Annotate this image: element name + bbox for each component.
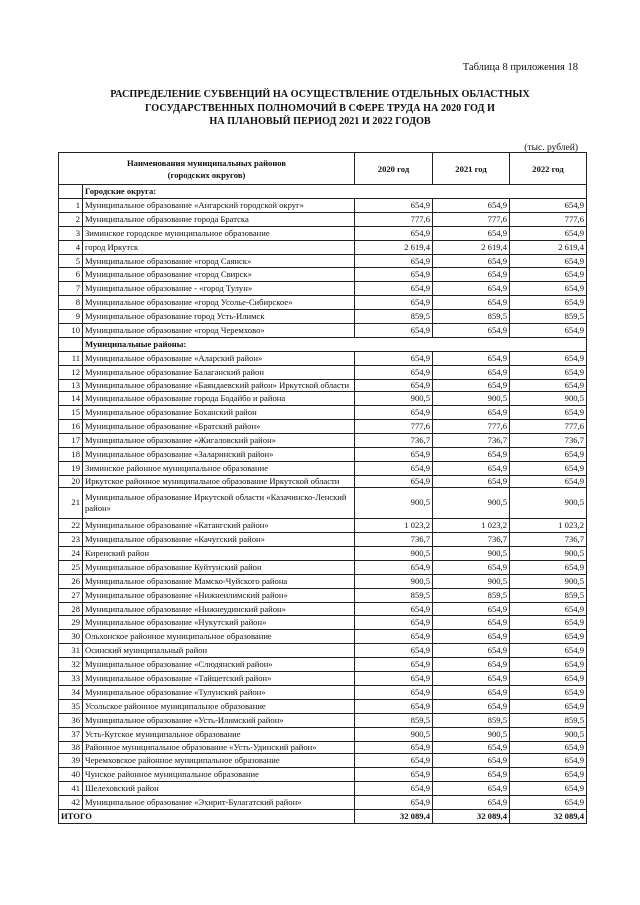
value-2022: 654,9 [510, 602, 587, 616]
value-2022: 654,9 [510, 324, 587, 338]
value-2021: 654,9 [433, 686, 510, 700]
value-2020: 654,9 [355, 351, 433, 365]
section-heading: Городские округа: [83, 185, 587, 199]
value-2020: 654,9 [355, 282, 433, 296]
table-row [59, 672, 587, 686]
row-number: 40 [59, 768, 83, 782]
header-2020: 2020 год [355, 153, 433, 185]
row-name: Муниципальное образование - «город Тулун» [83, 282, 355, 296]
row-number: 33 [59, 672, 83, 686]
value-2022: 736,7 [510, 533, 587, 547]
value-2022: 654,9 [510, 198, 587, 212]
table-row [59, 268, 587, 282]
section-heading: Муниципальные районы: [83, 337, 587, 351]
row-name: Осинский муниципальный район [83, 644, 355, 658]
value-2022: 654,9 [510, 658, 587, 672]
table-row [59, 433, 587, 447]
row-name: Муниципальное образование «Усть-Илимский район» [83, 713, 355, 727]
value-2021: 654,9 [433, 379, 510, 392]
value-2020: 654,9 [355, 781, 433, 795]
table-row [59, 727, 587, 741]
value-2020: 654,9 [355, 560, 433, 574]
row-name: Муниципальное образование «город Свирск» [83, 268, 355, 282]
value-2022: 777,6 [510, 212, 587, 226]
value-2021: 654,9 [433, 699, 510, 713]
table-row [59, 240, 587, 254]
row-number: 17 [59, 433, 83, 447]
row-name: Муниципальное образование «Тайшетский район» [83, 672, 355, 686]
value-2021: 900,5 [433, 488, 510, 519]
table-row [59, 546, 587, 560]
value-2020: 654,9 [355, 475, 433, 488]
row-name: Муниципальное образование «Нижнеилимский район» [83, 588, 355, 602]
total-2021: 32 089,4 [433, 809, 510, 823]
value-2021: 654,9 [433, 324, 510, 338]
value-2021: 777,6 [433, 212, 510, 226]
row-name: Зиминское районное муниципальное образование [83, 461, 355, 475]
value-2021: 900,5 [433, 392, 510, 406]
table-row [59, 475, 587, 488]
row-number: 31 [59, 644, 83, 658]
row-name: Муниципальное образование города Братска [83, 212, 355, 226]
total-row [59, 809, 587, 823]
row-name: Муниципальное образование «Слюдянский район» [83, 658, 355, 672]
value-2020: 736,7 [355, 533, 433, 547]
value-2021: 654,9 [433, 741, 510, 754]
row-number: 8 [59, 296, 83, 310]
value-2021: 2 619,4 [433, 240, 510, 254]
title-line-1: РАСПРЕДЕЛЕНИЕ СУБВЕНЦИЙ НА ОСУЩЕСТВЛЕНИЕ ОТДЕЛЬНЫХ ОБЛАСТНЫХ [110, 89, 530, 100]
table-row [59, 713, 587, 727]
row-name: Черемховское районное муниципальное образование [83, 754, 355, 768]
row-number: 24 [59, 546, 83, 560]
value-2020: 654,9 [355, 672, 433, 686]
value-2020: 859,5 [355, 588, 433, 602]
value-2022: 654,9 [510, 351, 587, 365]
table-row [59, 768, 587, 782]
value-2021: 654,9 [433, 198, 510, 212]
row-name: Муниципальное образование «Качугский район» [83, 533, 355, 547]
value-2020: 654,9 [355, 296, 433, 310]
section-num-cell [59, 337, 83, 351]
table-row [59, 351, 587, 365]
value-2020: 654,9 [355, 795, 433, 809]
value-2020: 654,9 [355, 268, 433, 282]
section-num-cell [59, 185, 83, 199]
row-number: 11 [59, 351, 83, 365]
value-2021: 859,5 [433, 588, 510, 602]
value-2021: 1 023,2 [433, 519, 510, 533]
row-number: 5 [59, 254, 83, 268]
table-row [59, 392, 587, 406]
row-number: 37 [59, 727, 83, 741]
value-2022: 777,6 [510, 420, 587, 434]
value-2021: 777,6 [433, 420, 510, 434]
row-name: Муниципальное образование Мамско-Чуйского района [83, 574, 355, 588]
row-name: Муниципальное образование «Катангский район» [83, 519, 355, 533]
unit-label: (тыс. рублей) [524, 143, 578, 153]
table-row [59, 630, 587, 644]
value-2020: 777,6 [355, 212, 433, 226]
row-number: 25 [59, 560, 83, 574]
value-2021: 654,9 [433, 644, 510, 658]
row-name: Зиминское городское муниципальное образование [83, 226, 355, 240]
total-2022: 32 089,4 [510, 809, 587, 823]
row-name: город Иркутск [83, 240, 355, 254]
value-2022: 654,9 [510, 560, 587, 574]
value-2022: 1 023,2 [510, 519, 587, 533]
table-row [59, 602, 587, 616]
value-2020: 900,5 [355, 488, 433, 519]
row-number: 32 [59, 658, 83, 672]
value-2021: 736,7 [433, 533, 510, 547]
row-number: 1 [59, 198, 83, 212]
row-number: 22 [59, 519, 83, 533]
row-number: 27 [59, 588, 83, 602]
appendix-label: Таблица 8 приложения 18 [462, 62, 578, 73]
value-2020: 654,9 [355, 699, 433, 713]
row-name: Муниципальное образование город Усть-Илимск [83, 310, 355, 324]
value-2022: 859,5 [510, 713, 587, 727]
row-number: 6 [59, 268, 83, 282]
row-number: 35 [59, 699, 83, 713]
value-2022: 654,9 [510, 226, 587, 240]
row-name: Шелеховский район [83, 781, 355, 795]
row-number: 4 [59, 240, 83, 254]
table-row [59, 420, 587, 434]
row-number: 21 [59, 488, 83, 519]
row-number: 39 [59, 754, 83, 768]
table-row [59, 379, 587, 392]
table-row [59, 699, 587, 713]
value-2020: 777,6 [355, 420, 433, 434]
table-row [59, 686, 587, 700]
table-row [59, 282, 587, 296]
value-2020: 900,5 [355, 392, 433, 406]
value-2022: 654,9 [510, 406, 587, 420]
value-2020: 654,9 [355, 741, 433, 754]
row-name: Муниципальное образование «Тулунский район» [83, 686, 355, 700]
row-name: Муниципальное образование «Эхирит-Булагатский район» [83, 795, 355, 809]
row-number: 20 [59, 475, 83, 488]
value-2021: 654,9 [433, 365, 510, 379]
value-2020: 654,9 [355, 324, 433, 338]
table-row [59, 644, 587, 658]
row-name: Муниципальное образование «Заларинский район» [83, 447, 355, 461]
value-2021: 736,7 [433, 433, 510, 447]
row-name: Муниципальное образование «город Усолье-Сибирское» [83, 296, 355, 310]
value-2021: 654,9 [433, 475, 510, 488]
table-row [59, 519, 587, 533]
table-row [59, 658, 587, 672]
table-row [59, 795, 587, 809]
value-2020: 1 023,2 [355, 519, 433, 533]
table-body [59, 185, 587, 824]
row-number: 15 [59, 406, 83, 420]
value-2021: 654,9 [433, 795, 510, 809]
value-2020: 900,5 [355, 546, 433, 560]
value-2020: 900,5 [355, 727, 433, 741]
row-number: 16 [59, 420, 83, 434]
row-number: 23 [59, 533, 83, 547]
row-number: 30 [59, 630, 83, 644]
value-2022: 2 619,4 [510, 240, 587, 254]
value-2021: 900,5 [433, 546, 510, 560]
value-2022: 859,5 [510, 310, 587, 324]
table-row [59, 781, 587, 795]
value-2020: 654,9 [355, 602, 433, 616]
row-name: Муниципальное образование «Жигаловский район» [83, 433, 355, 447]
value-2020: 654,9 [355, 644, 433, 658]
value-2021: 654,9 [433, 226, 510, 240]
row-number: 10 [59, 324, 83, 338]
value-2020: 654,9 [355, 686, 433, 700]
row-name: Муниципальное образование города Бодайбо и района [83, 392, 355, 406]
value-2022: 654,9 [510, 447, 587, 461]
value-2020: 654,9 [355, 658, 433, 672]
header-name: Наименования муниципальных районов (городских округов) [59, 153, 355, 185]
table-row [59, 461, 587, 475]
value-2021: 654,9 [433, 602, 510, 616]
subsidy-table [58, 152, 587, 824]
row-name: Муниципальное образование Боханский район [83, 406, 355, 420]
value-2021: 654,9 [433, 560, 510, 574]
value-2020: 654,9 [355, 447, 433, 461]
value-2020: 654,9 [355, 379, 433, 392]
value-2021: 654,9 [433, 461, 510, 475]
row-name: Чунское районное муниципальное образование [83, 768, 355, 782]
value-2022: 654,9 [510, 781, 587, 795]
value-2020: 654,9 [355, 616, 433, 630]
title-line-2: ГОСУДАРСТВЕННЫХ ПОЛНОМОЧИЙ В СФЕРЕ ТРУДА НА 2020 ГОД И [145, 102, 495, 114]
value-2020: 900,5 [355, 574, 433, 588]
page-title [60, 88, 580, 129]
row-name: Муниципальное образование «Нижнеудинский район» [83, 602, 355, 616]
value-2022: 654,9 [510, 795, 587, 809]
table-row [59, 588, 587, 602]
table-row [59, 324, 587, 338]
value-2021: 654,9 [433, 768, 510, 782]
table-row [59, 488, 587, 519]
value-2021: 654,9 [433, 672, 510, 686]
value-2022: 654,9 [510, 630, 587, 644]
value-2022: 900,5 [510, 488, 587, 519]
value-2021: 654,9 [433, 781, 510, 795]
row-name: Муниципальное образование «Братский район» [83, 420, 355, 434]
value-2022: 736,7 [510, 433, 587, 447]
value-2021: 900,5 [433, 727, 510, 741]
value-2021: 654,9 [433, 754, 510, 768]
value-2020: 654,9 [355, 226, 433, 240]
total-2020: 32 089,4 [355, 809, 433, 823]
row-name: Ольхонское районное муниципальное образование [83, 630, 355, 644]
value-2021: 654,9 [433, 254, 510, 268]
value-2022: 859,5 [510, 588, 587, 602]
row-name: Иркутское районное муниципальное образование Иркутской области [83, 475, 355, 488]
value-2022: 900,5 [510, 727, 587, 741]
table-row [59, 754, 587, 768]
value-2022: 654,9 [510, 754, 587, 768]
row-number: 12 [59, 365, 83, 379]
value-2022: 654,9 [510, 699, 587, 713]
value-2020: 654,9 [355, 754, 433, 768]
table-row [59, 226, 587, 240]
value-2020: 654,9 [355, 630, 433, 644]
section-row [59, 185, 587, 199]
value-2021: 654,9 [433, 447, 510, 461]
value-2020: 736,7 [355, 433, 433, 447]
value-2022: 654,9 [510, 296, 587, 310]
row-number: 29 [59, 616, 83, 630]
value-2020: 2 619,4 [355, 240, 433, 254]
row-number: 9 [59, 310, 83, 324]
value-2022: 654,9 [510, 254, 587, 268]
row-name: Муниципальное образование «город Саянск» [83, 254, 355, 268]
header-2021: 2021 год [433, 153, 510, 185]
value-2020: 654,9 [355, 365, 433, 379]
table-row [59, 574, 587, 588]
value-2022: 654,9 [510, 461, 587, 475]
title-line-3: НА ПЛАНОВЫЙ ПЕРИОД 2021 И 2022 ГОДОВ [209, 116, 431, 127]
row-name: Муниципальное образование «Ангарский городской округ» [83, 198, 355, 212]
value-2022: 654,9 [510, 379, 587, 392]
table-row [59, 212, 587, 226]
table-row [59, 198, 587, 212]
value-2022: 654,9 [510, 686, 587, 700]
row-number: 28 [59, 602, 83, 616]
row-number: 2 [59, 212, 83, 226]
row-number: 26 [59, 574, 83, 588]
row-number: 3 [59, 226, 83, 240]
total-label: ИТОГО [59, 809, 355, 823]
row-number: 13 [59, 379, 83, 392]
value-2021: 654,9 [433, 658, 510, 672]
table-row [59, 741, 587, 754]
value-2022: 900,5 [510, 574, 587, 588]
value-2021: 900,5 [433, 574, 510, 588]
row-name: Муниципальное образование «Баяндаевский район» Иркутской области [83, 379, 355, 392]
value-2022: 654,9 [510, 672, 587, 686]
value-2022: 654,9 [510, 741, 587, 754]
table-row [59, 296, 587, 310]
row-number: 18 [59, 447, 83, 461]
table-row [59, 616, 587, 630]
value-2021: 859,5 [433, 310, 510, 324]
row-number: 7 [59, 282, 83, 296]
value-2020: 654,9 [355, 254, 433, 268]
value-2021: 654,9 [433, 406, 510, 420]
value-2020: 654,9 [355, 198, 433, 212]
row-name: Муниципальное образование «город Черемхово» [83, 324, 355, 338]
table-row [59, 560, 587, 574]
section-row [59, 337, 587, 351]
value-2022: 900,5 [510, 392, 587, 406]
row-number: 14 [59, 392, 83, 406]
value-2022: 900,5 [510, 546, 587, 560]
table-header-row [59, 153, 587, 185]
row-name: Усольское районное муниципальное образование [83, 699, 355, 713]
value-2020: 654,9 [355, 768, 433, 782]
value-2022: 654,9 [510, 282, 587, 296]
row-number: 41 [59, 781, 83, 795]
value-2020: 654,9 [355, 461, 433, 475]
table-row [59, 365, 587, 379]
value-2021: 859,5 [433, 713, 510, 727]
row-name: Муниципальное образование «Нукутский район» [83, 616, 355, 630]
row-number: 36 [59, 713, 83, 727]
row-number: 42 [59, 795, 83, 809]
row-number: 38 [59, 741, 83, 754]
value-2020: 859,5 [355, 713, 433, 727]
value-2022: 654,9 [510, 768, 587, 782]
row-number: 19 [59, 461, 83, 475]
value-2021: 654,9 [433, 616, 510, 630]
table-row [59, 447, 587, 461]
value-2022: 654,9 [510, 268, 587, 282]
row-name: Киренский район [83, 546, 355, 560]
header-2022: 2022 год [510, 153, 587, 185]
value-2021: 654,9 [433, 630, 510, 644]
table-row [59, 406, 587, 420]
value-2022: 654,9 [510, 365, 587, 379]
value-2022: 654,9 [510, 616, 587, 630]
row-name: Районное муниципальное образование «Усть-Удинский район» [83, 741, 355, 754]
value-2020: 654,9 [355, 406, 433, 420]
row-number: 34 [59, 686, 83, 700]
value-2022: 654,9 [510, 475, 587, 488]
value-2021: 654,9 [433, 296, 510, 310]
table-row [59, 254, 587, 268]
row-name: Муниципальное образование «Аларский район» [83, 351, 355, 365]
row-name: Муниципальное образование Иркутской области «Казачинско-Ленский район» [83, 488, 355, 519]
value-2021: 654,9 [433, 351, 510, 365]
row-name: Усть-Кутское муниципальное образование [83, 727, 355, 741]
value-2021: 654,9 [433, 268, 510, 282]
table-row [59, 310, 587, 324]
value-2020: 859,5 [355, 310, 433, 324]
value-2022: 654,9 [510, 644, 587, 658]
row-name: Муниципальное образование Куйтунский район [83, 560, 355, 574]
table-row [59, 533, 587, 547]
row-name: Муниципальное образование Балаганский район [83, 365, 355, 379]
value-2021: 654,9 [433, 282, 510, 296]
